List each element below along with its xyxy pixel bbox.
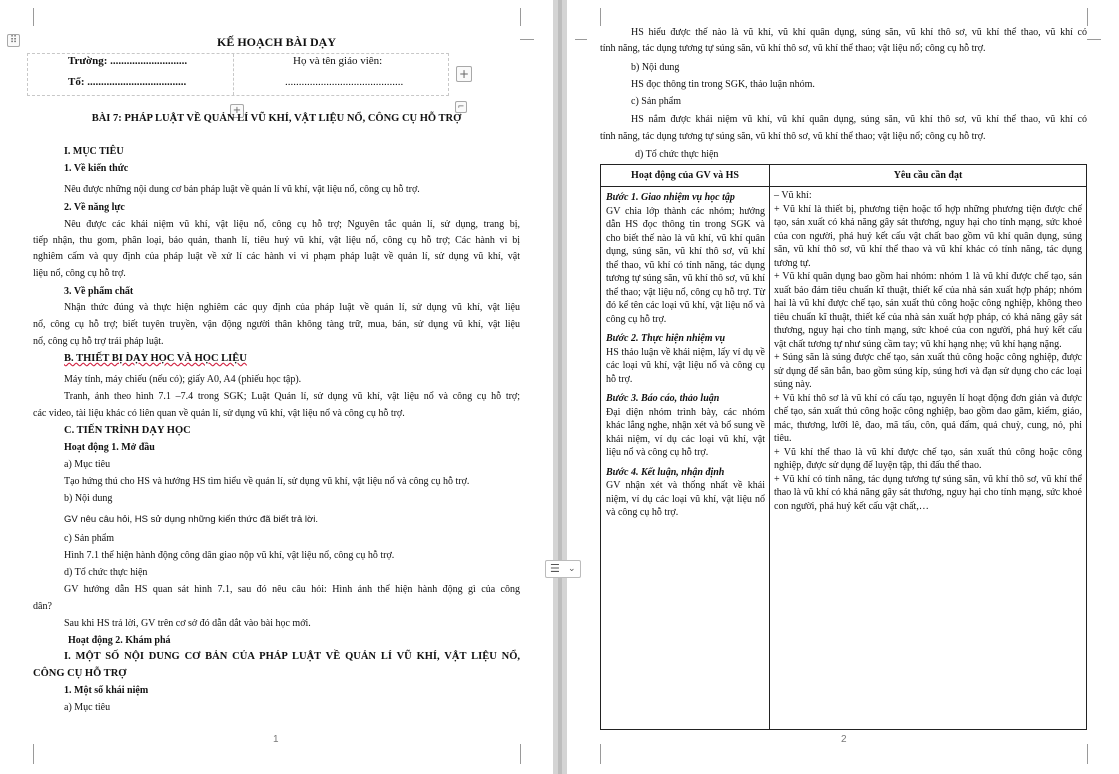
document-page-2 (567, 0, 1119, 774)
table-header-row (601, 165, 1087, 187)
table-header-cell: Hoạt động của GV và HS (601, 165, 770, 187)
table-cell-activities (601, 187, 770, 730)
section-heading: B. THIẾT BỊ DẠY HỌC VÀ HỌC LIỆU (64, 353, 247, 364)
step-heading: Bước 1. Giao nhiệm vụ học tập (606, 192, 735, 203)
paragraph-line: các video, tài liệu khác có liên quan về quản lí, sử dụng vũ khí, vật liệu nổ và công cụ hỗ trợ. (33, 408, 405, 419)
step-text: Đại diện nhóm trình bày, các nhóm khác lắng nghe, nhận xét và bổ sung về khái niệm, ví dụ các loại vũ khí, vật liệu nổ và công cụ hỗ trợ. (606, 406, 765, 458)
layout-options-icon: ☰ (550, 562, 560, 575)
page-gutter (553, 0, 567, 774)
paragraph-line: HS đọc thông tin trong SGK, thảo luận nhóm. (631, 79, 815, 90)
crop-mark (587, 744, 601, 764)
paragraph-line: c) Sản phẩm (64, 533, 114, 544)
page-number: 2 (841, 734, 847, 745)
requirement-text: + Vũ khí thể thao là vũ khí được chế tạo, sản xuất thủ công hoặc công nghiệp, được sử dụng để luyện tập, thi đấu thể thao. (774, 446, 1082, 471)
paragraph-line: Sau khi HS trả lời, GV trên cơ sở đó dẫn dắt vào bài học mới. (64, 618, 311, 629)
school-label: Trường: ............................ (68, 55, 188, 67)
crop-mark (20, 8, 34, 26)
teacher-name-line: ........................................... (285, 76, 404, 88)
document-title: KẾ HOẠCH BÀI DẠY (216, 35, 336, 49)
add-column-icon[interactable]: + (456, 66, 472, 82)
table-header-cell: Yêu cầu cần đạt (770, 165, 1087, 187)
subsection-heading: 3. Về phẩm chất (64, 286, 134, 297)
lesson-title: BÀI 7: PHÁP LUẬT VỀ QUẢN LÍ VŨ KHÍ, VẬT LIỆU NỔ, CÔNG CỤ HỖ TRỢ (91, 113, 462, 124)
step-heading: Bước 4. Kết luận, nhận định (606, 466, 725, 478)
paragraph-line: c) Sản phẩm (631, 96, 681, 107)
document-page-1 (0, 0, 553, 774)
move-handle-icon[interactable]: ⠿ (7, 34, 20, 47)
add-row-icon[interactable]: + (230, 104, 244, 118)
paragraph-line: Tranh, ảnh theo hình 7.1 –7.4 trong SGK; Luật Quản lí, sử dụng vũ khí, vật liệu nổ và công cụ hỗ trợ; (64, 391, 520, 402)
paragraph-line: tính năng, tác dụng tương tự súng săn, vũ khí thô sơ, vũ khí thể thao; vật liệu nổ; công cụ hỗ trợ. (600, 131, 986, 142)
paragraph-line: GV nêu câu hỏi, HS sử dụng những kiến thức đã biết trả lời. (64, 514, 318, 525)
step-heading: Bước 3. Báo cáo, thảo luận (606, 393, 720, 404)
paragraph-line: Nêu được các khái niệm vũ khí, vật liệu nổ, công cụ hỗ trợ; Nguyên tắc quản lí, sử dụng, trang bị, (64, 219, 520, 230)
table-row (601, 187, 1087, 730)
group-label: Tổ: .................................... (68, 76, 187, 88)
requirement-text: + Vũ khí có tính năng, tác dụng tương tự súng săn, vũ khí thô sơ, vũ khí thể thao là vũ khí có khả năng gây sát thương, nguy hại cho tính mạng, sức khoẻ con người, phá huỷ kết cấu vật chất,… (774, 473, 1082, 512)
paragraph-line: Nhận thức đúng và thực hiện nghiêm các quy định của pháp luật về quản lí, sử dụng vũ khí, vật liệu (64, 302, 520, 313)
subsection-heading: 1. Về kiến thức (64, 163, 129, 174)
section-heading: I. MỘT SỐ NỘI DUNG CƠ BẢN CỦA PHÁP LUẬT VỀ QUẢN LÍ VŨ KHÍ, VẬT LIỆU NỔ, (64, 651, 520, 662)
paragraph-line: dân? (33, 601, 52, 612)
paragraph-line: Hình 7.1 thể hiện hành động công dân giao nộp vũ khí, vật liệu nổ, công cụ hỗ trợ. (64, 550, 395, 561)
paragraph-line: Tạo hứng thú cho HS và hướng HS tìm hiểu về quản lí, sử dụng vũ khí, vật liệu nổ và công cụ hỗ trợ. (64, 476, 470, 487)
paragraph-line: d) Tổ chức thực hiện (635, 149, 719, 160)
chevron-down-icon: ⌄ (568, 564, 576, 574)
paragraph-line: nổ, công cụ hỗ trợ trái pháp luật. (33, 336, 164, 347)
step-text: GV nhận xét và thống nhất về khái niệm, ví dụ các loại vũ khí, vật liệu nổ và công cụ hỗ trợ. (606, 480, 765, 518)
activity-heading: Hoạt động 2. Khám phá (68, 635, 171, 646)
paragraph-line: nổ, công cụ hỗ trợ; biết tuyên truyền, vận động người thân không tàng trữ, mua, bán, sử dụng vũ khí, vật liệu (33, 319, 520, 330)
step-text: GV chia lớp thành các nhóm; hướng dẫn HS đọc thông tin trong SGK và cho biết thế nào là vũ khí, vũ khí quân dụng, súng săn, vũ khí thô sơ, vũ khí thể thao, vũ khí có tính năng, tác dụng tương tự súng săn, vũ khí thô sơ, vũ khí thể thao; vật liệu nổ, công cụ hỗ trợ. Từ đó kể tên các loại vũ khí, vật liệu nổ và công cụ hỗ trợ. (606, 205, 765, 325)
paragraph-line: b) Nội dung (631, 62, 680, 73)
section-heading: C. TIẾN TRÌNH DẠY HỌC (64, 425, 191, 436)
paragraph-line: b) Nội dung (64, 493, 113, 504)
resize-handle-icon[interactable]: ⌐ (455, 101, 467, 113)
crop-mark (520, 8, 534, 26)
step-text: HS thảo luận về khái niệm, lấy ví dụ về các loại vũ khí, vật liệu nổ và công cụ hỗ trợ. (606, 346, 765, 385)
subsection-heading: 2. Về năng lực (64, 202, 125, 213)
crop-mark (1087, 8, 1101, 26)
paragraph-line: a) Mục tiêu (64, 702, 111, 713)
requirement-text: + Vũ khí là thiết bị, phương tiện hoặc tổ hợp những phương tiện được chế tạo, sản xuất có khả năng gây sát thương, nguy hại cho tính mạng, sức khoẻ của con người, phá huỷ kết cấu vật chất bao gồm vũ khí quân dụng, súng săn, vũ khí thô sơ, vũ khí thể thao và vũ khí khác có tính năng, tác dụng tương tự. (774, 203, 1082, 269)
header-table-divider (233, 54, 234, 95)
section-heading: I. MỤC TIÊU (64, 146, 124, 157)
page-number: 1 (273, 734, 279, 745)
section-heading: CÔNG CỤ HỖ TRỢ (33, 668, 127, 679)
crop-mark (1087, 744, 1101, 764)
paragraph-line: a) Mục tiêu (64, 459, 111, 470)
paragraph-line: Máy tính, máy chiếu (nếu có); giấy A0, A4 (phiếu học tập). (64, 374, 302, 385)
paragraph-line: tiếp nhận, thu gom, phân loại, bảo quản, thanh lí, tiêu huỷ vũ khí, vật liệu nổ, công cụ hỗ trợ; Các hành vi bị (33, 235, 520, 246)
requirement-text: + Súng săn là súng được chế tạo, sản xuất thủ công hoặc công nghiệp, được sử dụng để săn bắn, bao gồm súng kíp, súng hơi và đạn sử dụng cho các loại súng này. (774, 352, 1082, 390)
requirement-text: + Vũ khí thô sơ là vũ khí có cấu tạo, nguyên lí hoạt động đơn giản và được chế tạo, sản xuất thủ công hoặc công nghiệp, bao gồm dao găm, kiếm, giáo, mác, thương, lưỡi lê, đao, mã tấu, côn, quả đấm, quả chuỳ, cung, nỏ, phi tiêu. (774, 392, 1082, 444)
teacher-label: Họ và tên giáo viên: (293, 55, 383, 67)
subsection-heading: 1. Một số khái niệm (64, 685, 149, 696)
paragraph-line: GV hướng dẫn HS quan sát hình 7.1, sau đó nêu câu hỏi: Hình ảnh thể hiện hành động gì của công (64, 584, 520, 595)
step-heading: Bước 2. Thực hiện nhiệm vụ (606, 333, 726, 344)
crop-mark (1087, 26, 1101, 40)
crop-mark (575, 26, 587, 40)
paragraph-line: tính năng, tác dụng tương tự súng săn, vũ khí thô sơ, vũ khí thể thao; vật liệu nổ; công cụ hỗ trợ. (600, 43, 986, 54)
paragraph-line: HS hiểu được thế nào là vũ khí, vũ khí quân dụng, súng săn, vũ khí thô sơ, vũ khí thể thao, vũ khí có (631, 27, 1087, 38)
activity-table (600, 164, 1087, 730)
crop-mark (520, 744, 534, 764)
crop-mark (587, 8, 601, 26)
paragraph-line: d) Tổ chức thực hiện (64, 567, 148, 578)
paragraph-line: HS nắm được khái niệm vũ khí, vũ khí quân dụng, súng săn, vũ khí thô sơ, vũ khí thể thao, vũ khí có (631, 114, 1087, 125)
paragraph-line: liệu nổ, công cụ hỗ trợ. (33, 268, 126, 279)
crop-mark (20, 744, 34, 764)
layout-options-button[interactable] (545, 560, 581, 578)
table-cell-requirements (770, 187, 1087, 730)
activity-heading: Hoạt động 1. Mở đầu (64, 442, 155, 453)
requirement-text: + Vũ khí quân dụng bao gồm hai nhóm: nhóm 1 là vũ khí được chế tạo, sản xuất bảo đảm tiêu chuẩn kĩ thuật, thiết kế của nhà sản xuất hợp pháp; nhóm hai là vũ khí được chế tạo, sản xuất thủ công hoặc công nghiệp, không theo tiêu chuẩn kĩ thuật, thiết kế của nhà sản xuất hợp pháp, có khả năng gây sát thương, nguy hại cho tính mạng, sức khoẻ của con người, phá huỷ kết cấu vật chất tương tự như súng cầm tay; vũ khí hạng nhẹ; vũ khí hạng nặng. (774, 271, 1082, 350)
paragraph-line: Nêu được những nội dung cơ bản pháp luật về quản lí vũ khí, vật liệu nổ, công cụ hỗ trợ. (64, 184, 420, 195)
paragraph-line: nghiêm cấm và quy định của pháp luật về xử lí các hành vi vi phạm pháp luật về quản lí, sử dụng vũ khí, vật (33, 251, 520, 262)
requirement-text: – Vũ khí: (774, 190, 812, 201)
